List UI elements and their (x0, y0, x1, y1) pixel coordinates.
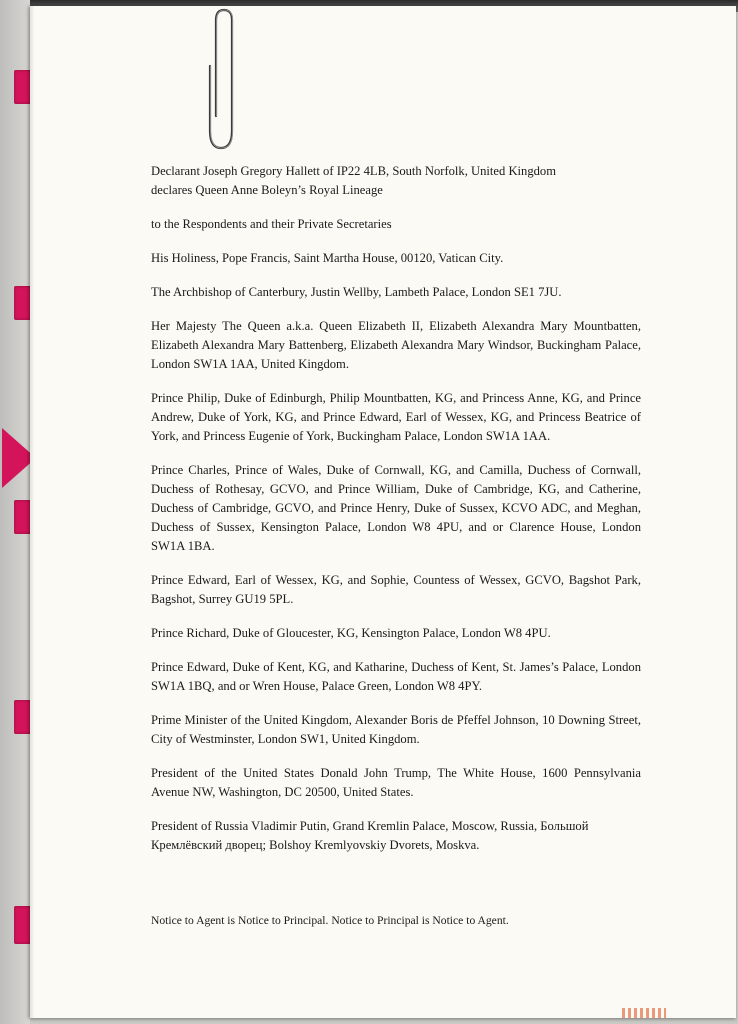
respondent-russia-president: President of Russia Vladimir Putin, Grand Kremlin Palace, Moscow, Russia, Большой Кремлёвский дворец; Bolshoy Kremlyovskiy Dvorets, Moskva. (151, 819, 589, 852)
respondent-queen: Her Majesty The Queen a.k.a. Queen Elizabeth II, Elizabeth Alexandra Mary Mountbatten, Elizabeth Alexandra Mary Battenberg, Elizabeth Alexandra Mary Windsor, Buckingham Palace, London SW1A 1AA, United Kingdom. (151, 319, 641, 371)
respondent-us-president: President of the United States Donald John Trump, The White House, 1600 Pennsylvania Avenue NW, Washington, DC 20500, United States. (151, 766, 641, 799)
declaration-header (151, 162, 641, 200)
respondent-prince-philip: Prince Philip, Duke of Edinburgh, Philip Mountbatten, KG, and Princess Anne, KG, and Prince Andrew, Duke of York, KG, and Prince Edward, Earl of Wessex, KG, and Princess Beatrice of York, and Princess Eugenie of York, Buckingham Palace, London SW1A 1AA. (151, 391, 641, 443)
respondent-archbishop: The Archbishop of Canterbury, Justin Wellby, Lambeth Palace, London SE1 7JU. (151, 285, 562, 299)
respondent-prime-minister: Prime Minister of the United Kingdom, Alexander Boris de Pfeffel Johnson, 10 Downing Street, City of Westminster, London SW1, United Kingdom. (151, 713, 641, 746)
notice-footer: Notice to Agent is Notice to Principal. Notice to Principal is Notice to Agent. (151, 914, 509, 927)
page-stack-edge (30, 6, 34, 1018)
paperclip-icon (200, 6, 242, 156)
declarant-line: Declarant Joseph Gregory Hallett of IP22 4LB, South Norfolk, United Kingdom (151, 164, 557, 178)
document-body (151, 162, 641, 870)
respondent-earl-of-wessex: Prince Edward, Earl of Wessex, KG, and Sophie, Countess of Wessex, GCVO, Bagshot Park, Bagshot, Surrey GU19 5PL. (151, 573, 641, 606)
respondent-pope: His Holiness, Pope Francis, Saint Martha House, 00120, Vatican City. (151, 251, 504, 265)
respondents-intro: to the Respondents and their Private Secretaries (151, 217, 392, 231)
declares-line: declares Queen Anne Boleyn’s Royal Lineage (151, 183, 383, 197)
red-stamp-mark (622, 1008, 666, 1018)
respondent-prince-charles: Prince Charles, Prince of Wales, Duke of Cornwall, KG, and Camilla, Duchess of Cornwall, Duchess of Rothesay, GCVO, and Prince William, Duke of Cambridge, KG, and Catherine, Duchess of Cambridge, GCVO, and Prince Henry, Duke of Sussex, KCVO ADC, and Meghan, Duchess of Sussex, Kensington Palace, London W8 4PU, and or Clarence House, London SW1A 1BA. (151, 463, 641, 553)
respondent-duke-of-kent: Prince Edward, Duke of Kent, KG, and Katharine, Duchess of Kent, St. James’s Palace, London SW1A 1BQ, and or Wren House, Palace Green, London W8 4PY. (151, 660, 641, 693)
respondent-duke-of-gloucester: Prince Richard, Duke of Gloucester, KG, Kensington Palace, London W8 4PU. (151, 626, 551, 640)
